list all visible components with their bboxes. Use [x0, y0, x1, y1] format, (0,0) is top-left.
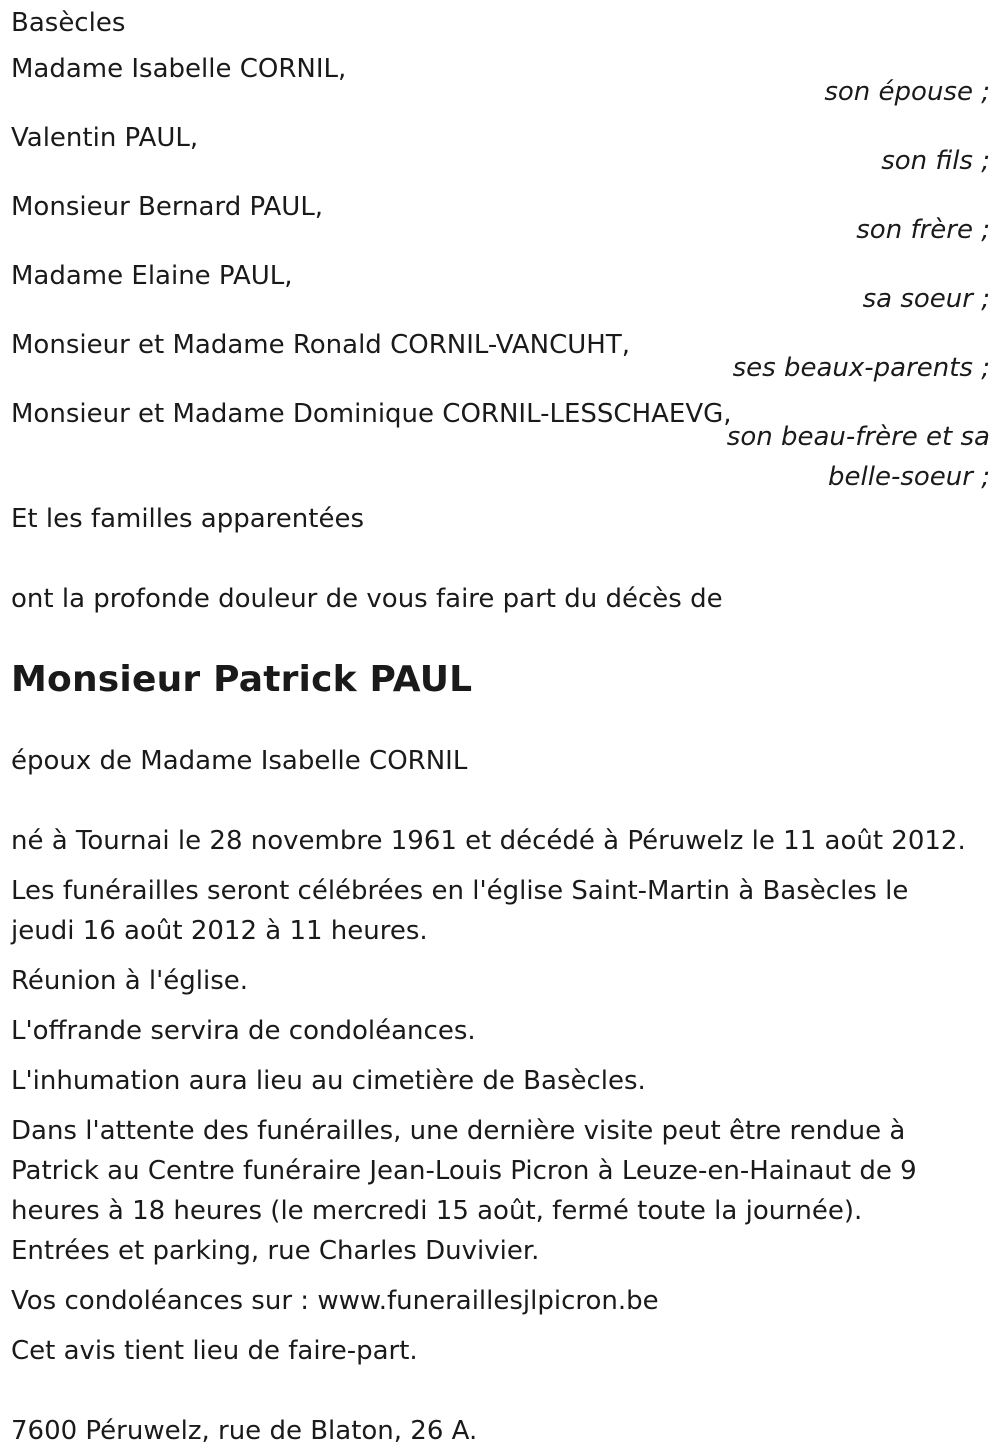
- address-line: 7600 Péruwelz, rue de Blaton, 26 A.: [11, 1416, 478, 1446]
- offering-paragraph: L'offrande servira de condoléances.: [11, 1016, 476, 1046]
- member-relation: son frère ;: [856, 215, 990, 245]
- meeting-paragraph: Réunion à l'église.: [11, 966, 249, 996]
- family-member: [11, 118, 990, 181]
- burial-paragraph: L'inhumation aura lieu au cimetière de Basècles.: [11, 1066, 646, 1096]
- member-relation: sa soeur ;: [862, 284, 990, 314]
- family-member: [11, 394, 990, 497]
- funeral-paragraph: Les funérailles seront célébrées en l'église Saint-Martin à Basècles le jeudi 16 août 2012 à 11 heures.: [11, 876, 909, 946]
- town-name: Basècles: [11, 8, 126, 38]
- condolences-paragraph: Vos condoléances sur : www.funeraillesjlpicron.be: [11, 1286, 659, 1316]
- spouse-line: époux de Madame Isabelle CORNIL: [11, 746, 468, 776]
- member-relation: son fils ;: [881, 146, 990, 176]
- member-name: Valentin PAUL,: [11, 123, 199, 153]
- member-relation: son épouse ;: [824, 77, 990, 107]
- member-relation-line2: belle-soeur ;: [828, 462, 990, 492]
- member-name: Monsieur et Madame Dominique CORNIL-LESSCHAEVG,: [11, 399, 732, 429]
- family-member: [11, 256, 990, 319]
- member-name: Monsieur Bernard PAUL,: [11, 192, 324, 222]
- member-relation-line1: son beau-frère et sa: [726, 422, 990, 452]
- notice-paragraph: Cet avis tient lieu de faire-part.: [11, 1336, 418, 1366]
- family-member: [11, 325, 990, 388]
- announcement-text: ont la profonde douleur de vous faire part du décès de: [11, 584, 723, 614]
- related-families: Et les familles apparentées: [11, 504, 365, 534]
- member-name: Madame Isabelle CORNIL,: [11, 54, 347, 84]
- family-member: [11, 49, 990, 112]
- member-name: Monsieur et Madame Ronald CORNIL-VANCUHT,: [11, 330, 630, 360]
- member-name: Madame Elaine PAUL,: [11, 261, 293, 291]
- family-member: [11, 187, 990, 250]
- visit-paragraph: Dans l'attente des funérailles, une dernière visite peut être rendue à Patrick au Centre funéraire Jean-Louis Picron à Leuze-en-Hainaut de 9 heures à 18 heures (le mercredi 15 août, fermé toute la journée). Entrées et parking, rue Charles Duvivier.: [11, 1116, 917, 1266]
- family-list: [11, 49, 990, 497]
- deceased-name: Monsieur Patrick PAUL: [11, 659, 473, 700]
- member-relation: ses beaux-parents ;: [732, 353, 990, 383]
- birth-death-line: né à Tournai le 28 novembre 1961 et décédé à Péruwelz le 11 août 2012.: [11, 826, 966, 856]
